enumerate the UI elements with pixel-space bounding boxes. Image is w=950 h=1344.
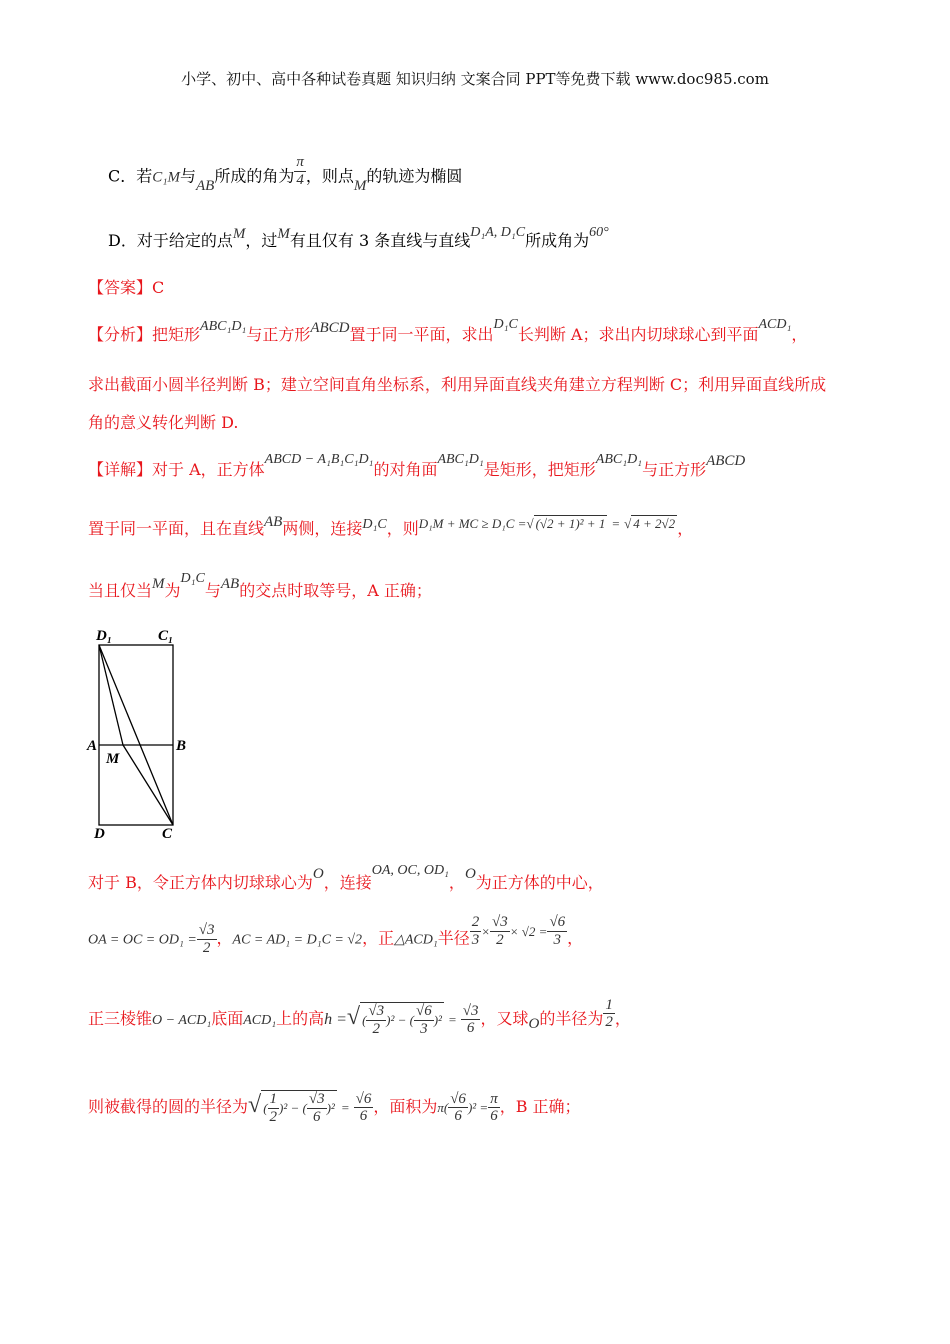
math: AC = AD₁ = D₁C = √2 bbox=[232, 932, 363, 948]
text: 的交点时取等号，A 正确； bbox=[239, 581, 432, 600]
math: h = bbox=[324, 1011, 347, 1028]
partb-line-1 bbox=[88, 863, 604, 893]
label-d1: D₁ bbox=[96, 628, 113, 644]
numerator: 1 bbox=[269, 1091, 278, 1107]
page-header: 小学、初中、高中各种试卷真题 知识归纳 文案合同 PPT等免费下载 www.doc985.com bbox=[181, 70, 769, 88]
text: ， bbox=[216, 928, 233, 948]
option-c-label: C．若 bbox=[108, 166, 153, 186]
label-c: C bbox=[162, 826, 173, 840]
math: × bbox=[481, 923, 491, 939]
denominator: 6 bbox=[312, 1108, 321, 1125]
option-d-label: D．对于给定的点 bbox=[108, 231, 233, 250]
math: AB bbox=[264, 514, 283, 530]
math: ABCD − A₁B₁C₁D₁ bbox=[264, 452, 374, 467]
math: M bbox=[152, 576, 165, 592]
math: D₁C bbox=[362, 517, 387, 532]
math: O bbox=[528, 1016, 540, 1032]
math: △ACD₁ bbox=[394, 932, 438, 948]
text: ，则点 bbox=[305, 166, 354, 186]
fraction bbox=[307, 1091, 327, 1125]
label-d: D bbox=[94, 826, 105, 840]
math: ACD₁ bbox=[243, 1013, 277, 1028]
math-60deg: 60° bbox=[589, 225, 609, 240]
sqrt-expression: ( $\frac{√3}{2}$ )² − ( $\frac{√6}{3}$ )² bbox=[362, 1003, 442, 1037]
text: 为正方体的中心， bbox=[475, 873, 604, 892]
fraction bbox=[547, 914, 567, 948]
text: 当且仅当 bbox=[88, 581, 153, 600]
math-c1m: C₁M bbox=[152, 169, 180, 186]
math: = bbox=[447, 1012, 457, 1027]
numerator: √3 bbox=[368, 1003, 385, 1019]
text: 是矩形，把矩形 bbox=[483, 460, 596, 479]
label-c1: C₁ bbox=[158, 628, 174, 644]
partb-line-2 bbox=[88, 914, 584, 956]
text: 则被截得的圆的半径为 bbox=[88, 1097, 249, 1116]
analysis-line-3: 角的意义转化判断 D. bbox=[88, 413, 239, 432]
fraction bbox=[197, 922, 217, 956]
numerator: π bbox=[490, 1090, 498, 1107]
math: O bbox=[312, 866, 324, 882]
label-b: B bbox=[176, 738, 187, 754]
denominator: 2 bbox=[202, 939, 211, 956]
numerator: √6 bbox=[549, 914, 566, 930]
text: 与 bbox=[179, 166, 196, 186]
numerator: 1 bbox=[605, 996, 613, 1013]
text: ，又球 bbox=[480, 1009, 529, 1028]
math: ABC₁D₁ bbox=[437, 452, 484, 467]
math: AB bbox=[220, 576, 240, 592]
detail-line-1 bbox=[88, 452, 746, 480]
text: 与 bbox=[204, 581, 221, 600]
math-m: M bbox=[277, 226, 290, 242]
text: 所成的角为 bbox=[214, 166, 295, 186]
option-d bbox=[108, 225, 609, 251]
text: ，面积为 bbox=[373, 1097, 438, 1116]
rectangle-figure bbox=[86, 624, 206, 840]
text: ，则 bbox=[386, 519, 419, 538]
text: 对于 B，令正方体内切球球心为 bbox=[88, 873, 313, 892]
text: ， bbox=[791, 325, 808, 344]
math-d1a-d1c: D₁A, D₁C bbox=[470, 225, 526, 240]
numerator: √6 bbox=[415, 1003, 432, 1019]
denominator: 6 bbox=[454, 1108, 462, 1124]
label-m: M bbox=[106, 751, 120, 767]
math: × √2 = bbox=[509, 923, 548, 939]
math: ACD₁ bbox=[758, 317, 792, 332]
analysis-line-1 bbox=[88, 317, 808, 345]
fraction bbox=[354, 1091, 374, 1125]
fraction bbox=[470, 914, 482, 948]
math: ABC₁D₁ bbox=[595, 452, 643, 467]
partb-line-3: 正三棱锥O − ACD₁底面ACD₁上的高h =√ ( $\frac{√3}{2}$ )² − ( $\frac{√6}{3}$ )² = $\frac{√3}{6}$ ，又球O的半径为 $\frac{1}{2}$ ， bbox=[88, 996, 631, 1037]
text: ， bbox=[614, 1009, 631, 1028]
math: π( bbox=[437, 1100, 449, 1115]
text: 的对角面 bbox=[373, 460, 438, 479]
denominator: 3 bbox=[420, 1020, 428, 1037]
math: D₁M + MC ≥ D₁C = bbox=[418, 516, 527, 531]
fraction bbox=[490, 914, 510, 948]
denominator: 6 bbox=[490, 1108, 498, 1124]
text: 为 bbox=[164, 581, 181, 600]
fraction bbox=[268, 1091, 280, 1125]
text: 【分析】把矩形 bbox=[88, 325, 201, 344]
text: 【详解】对于 A，正方体 bbox=[88, 460, 265, 479]
text: 正三棱锥 bbox=[88, 1009, 153, 1028]
text: ， bbox=[567, 928, 584, 948]
denominator: 2 bbox=[269, 1108, 278, 1125]
denominator: 3 bbox=[471, 931, 480, 948]
denominator: 2 bbox=[605, 1014, 613, 1030]
math-sqrt: 4 + 2√2 bbox=[633, 516, 676, 531]
denominator: 2 bbox=[372, 1020, 381, 1037]
text: 底面 bbox=[211, 1009, 244, 1028]
sqrt-expression: ( $\frac{1}{2}$ )² − ( $\frac{√3}{6}$ )² bbox=[263, 1091, 335, 1125]
text: 与正方形 bbox=[246, 325, 311, 344]
denominator: 4 bbox=[296, 171, 304, 188]
math-m: M bbox=[232, 226, 246, 242]
fraction bbox=[461, 1003, 481, 1037]
fraction bbox=[366, 1003, 386, 1037]
text: 上的高 bbox=[276, 1009, 325, 1028]
fraction bbox=[603, 997, 615, 1031]
fraction bbox=[488, 1091, 500, 1125]
math-m: M bbox=[353, 177, 367, 194]
text: 的半径为 bbox=[539, 1009, 604, 1028]
denominator: 3 bbox=[553, 931, 562, 948]
fraction-pi-4 bbox=[294, 154, 306, 188]
text: ，B 正确； bbox=[499, 1097, 581, 1116]
math: O − ACD₁ bbox=[152, 1013, 212, 1028]
numerator: √3 bbox=[308, 1091, 325, 1107]
math: ABCD bbox=[310, 320, 350, 336]
fraction bbox=[414, 1003, 434, 1037]
math: OA = OC = OD₁ = bbox=[88, 932, 197, 948]
line-mc bbox=[123, 745, 173, 825]
text: ， bbox=[677, 519, 694, 538]
text: ，正 bbox=[362, 928, 395, 948]
detail-line-3 bbox=[88, 571, 432, 601]
math: O bbox=[464, 866, 476, 882]
text: 半径 bbox=[437, 928, 470, 948]
text: 有且仅有 3 条直线与直线 bbox=[289, 231, 471, 250]
numerator: √3 bbox=[462, 1002, 479, 1019]
numerator: √3 bbox=[492, 914, 508, 930]
numerator: √3 bbox=[198, 922, 215, 938]
option-c bbox=[108, 154, 463, 194]
math-ab: AB bbox=[195, 177, 215, 194]
math-sqrt: (√2 + 1)² + 1 bbox=[535, 516, 606, 531]
math: = bbox=[340, 1100, 350, 1115]
text: ， bbox=[448, 873, 465, 892]
math: OA, OC, OD₁ bbox=[371, 863, 449, 878]
math: ABC₁D₁ bbox=[200, 319, 247, 334]
text: 长判断 A；求出内切球球心到平面 bbox=[517, 325, 759, 344]
text: 置于同一平面，求出 bbox=[349, 325, 494, 344]
text: 两侧，连接 bbox=[282, 519, 363, 538]
math: D₁C bbox=[493, 317, 518, 332]
answer-line: 【答案】C bbox=[88, 278, 165, 297]
numerator: √6 bbox=[355, 1090, 372, 1107]
numerator: π bbox=[296, 154, 304, 170]
denominator: 6 bbox=[359, 1108, 368, 1124]
text: 与正方形 bbox=[642, 460, 707, 479]
text: 所成角为 bbox=[525, 231, 590, 250]
numerator: √6 bbox=[450, 1090, 466, 1107]
line-d1c bbox=[99, 645, 173, 825]
numerator: 2 bbox=[471, 914, 480, 930]
detail-line-2: 置于同一平面，且在直线AB两侧，连接D₁C，则$^{D_1M + MC \ge D_1C =√}$ $^{(√2 + 1)^2 + 1}$ = √ $^{4 + 2√2}$ ， bbox=[88, 514, 694, 538]
text: 置于同一平面，且在直线 bbox=[88, 519, 265, 538]
text: ，连接 bbox=[323, 873, 372, 892]
text: ，过 bbox=[245, 231, 278, 250]
analysis-line-2: 求出截面小圆半径判断 B；建立空间直角坐标系，利用异面直线夹角建立方程判断 C；利用异面直线所成 bbox=[88, 375, 827, 394]
denominator: 6 bbox=[466, 1020, 475, 1036]
math: D₁C bbox=[180, 571, 205, 586]
label-a: A bbox=[87, 738, 98, 754]
math: )² = bbox=[467, 1100, 489, 1115]
fraction bbox=[448, 1091, 468, 1125]
denominator: 2 bbox=[496, 931, 504, 948]
math: ABCD bbox=[706, 453, 746, 469]
math: = bbox=[611, 516, 621, 531]
partb-line-4: 则被截得的圆的半径为√ ( $\frac{1}{2}$ )² − ( $\frac{√3}{6}$ )² = $\frac{√6}{6}$ ，面积为π( $\frac{√6}{6}$ )² = $\frac{\pi}{6}$ ，B 正确； bbox=[88, 1090, 581, 1125]
text: 的轨迹为椭圆 bbox=[366, 166, 463, 186]
